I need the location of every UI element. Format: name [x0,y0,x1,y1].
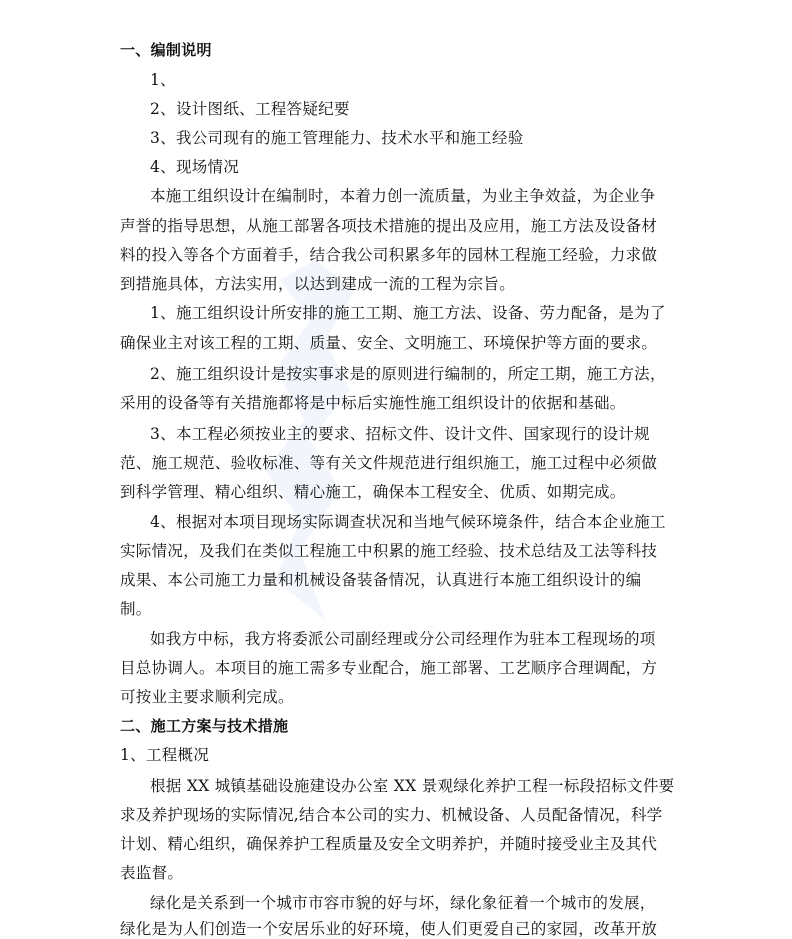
paragraph-line: 2、施工组织设计是按实事求是的原则进行编制的，所定工期，施工方法， [150,365,666,383]
paragraph-line: 实际情况，及我们在类似工程施工中积累的施工经验、技术总结及工法等科技 [120,542,658,560]
paragraph-line: 制。 [120,600,152,618]
paragraph-line: 成果、本公司施工力量和机械设备装备情况，认真进行本施工组织设计的编 [120,571,642,589]
paragraph-line: 目总协调人。本项目的施工需多专业配合，施工部署、工艺顺序合理调配，方 [120,659,658,677]
paragraph-line: 本施工组织设计在编制时，本着力创一流质量，为业主争效益，为企业争 [150,187,656,205]
paragraph-line: 计划、精心组织，确保养护工程质量及安全文明养护，并随时接受业主及其代 [120,835,658,853]
paragraph-line: 3、本工程必须按业主的要求、招标文件、设计文件、国家现行的设计规 [150,425,650,443]
paragraph-line: 表监督。 [120,864,184,882]
paragraph-line: 根据 XX 城镇基础设施建设办公室 XX 景观绿化养护工程一标段招标文件要 [150,777,675,795]
paragraph-line: 声誉的指导思想，从施工部署各项技术措施的提出及应用，施工方法及设备材 [120,217,658,235]
paragraph-line: 到科学管理、精心组织、精心施工，确保本工程安全、优质、如期完成。 [120,483,626,501]
paragraph-line: 料的投入等各个方面着手，结合我公司积累多年的园林工程施工经验，力求做 [120,246,658,264]
list-item: 1、 [150,71,176,89]
paragraph-line: 确保业主对该工程的工期、质量、安全、文明施工、环境保护等方面的要求。 [120,334,658,352]
paragraph-line: 如我方中标，我方将委派公司副经理或分公司经理作为驻本工程现场的项 [150,630,656,648]
paragraph-line: 4、根据对本项目现场实际调查状况和当地气候环境条件，结合本企业施工 [150,513,666,531]
paragraph-line: 可按业主要求顺利完成。 [120,688,294,706]
paragraph-line: 求及养护现场的实际情况,结合本公司的实力、机械设备、人员配备情况，科学 [120,806,663,824]
paragraph-line: 1、施工组织设计所安排的施工工期、施工方法、设备、劳力配备，是为了 [150,304,666,322]
section-heading-1: 一、编制说明 [120,41,212,59]
paragraph-line: 到措施具体，方法实用，以达到建成一流的工程为宗旨。 [120,275,516,293]
paragraph-line: 采用的设备等有关措施都将是中标后实施性施工组织设计的依据和基础。 [120,394,626,412]
list-item: 4、现场情况 [150,158,240,176]
paragraph-line: 绿化是为人们创造一个安居乐业的好环境，使人们更爱自己的家园，改革开放 [120,920,658,938]
list-item: 2、设计图纸、工程答疑纪要 [150,100,350,118]
paragraph-line: 范、施工规范、验收标准、等有关文件规范进行组织施工，施工过程中必须做 [120,454,658,472]
list-item: 3、我公司现有的施工管理能力、技术水平和施工经验 [150,129,524,147]
paragraph-line: 绿化是关系到一个城市市容市貌的好与坏，绿化象征着一个城市的发展， [150,894,656,912]
section-heading-2: 二、施工方案与技术措施 [120,717,289,735]
subsection-heading: 1、工程概况 [120,746,210,764]
